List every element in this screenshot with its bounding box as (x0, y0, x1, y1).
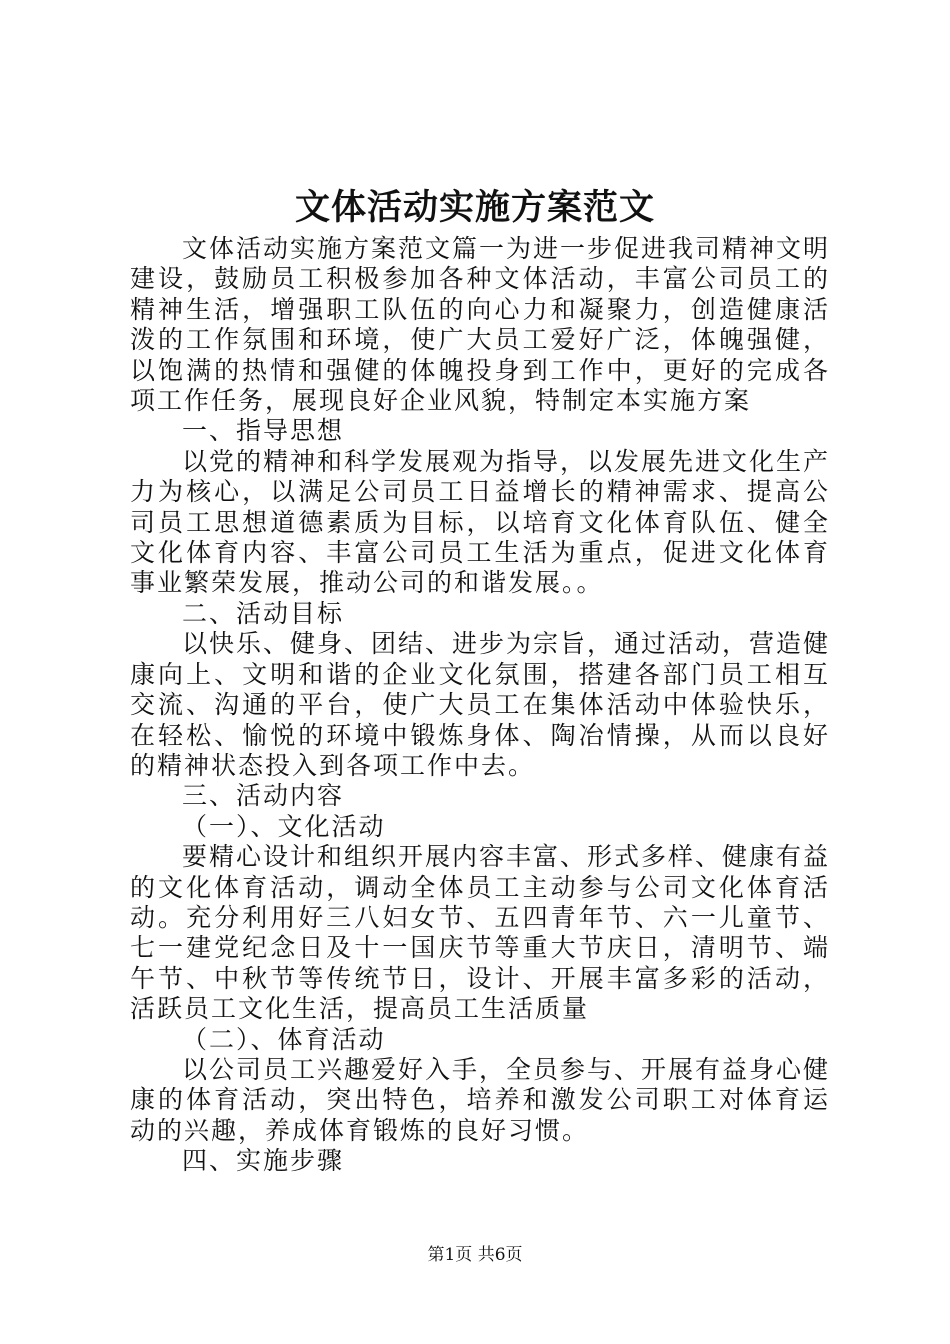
section-heading-activity-goals: 二、活动目标 (182, 598, 345, 628)
intro-paragraph: 文体活动实施方案范文篇一为进一步促进我司精神文明建设，鼓励员工积极参加各种文体活动，丰富公司员工的精神生活，增强职工队伍的向心力和凝聚力，创造健康活泼的工作氛围和环境，使广大员工爱好广泛，体魄强健，以饱满的热情和强健的体魄投身到工作中，更好的完成各项工作任务，展现良好企业风貌，特制定本实施方案 (130, 234, 831, 416)
page-footer: 第1页 共6页 (427, 1245, 523, 1265)
cultural-activities-paragraph: 要精心设计和组织开展内容丰富、形式多样、健康有益的文化体育活动，调动全体员工主动参与公司文化体育活动。充分利用好三八妇女节、五四青年节、六一儿童节、七一建党纪念日及十一国庆节等重大节庆日，清明节、端午节、中秋节等传统节日，设计、开展丰富多彩的活动，活跃员工文化生活，提高员工生活质量 (130, 842, 831, 1024)
guiding-ideology-paragraph: 以党的精神和科学发展观为指导，以发展先进文化生产力为核心，以满足公司员工日益增长的精神需求、提高公司员工思想道德素质为目标，以培育文化体育队伍、健全文化体育内容、丰富公司员工生活为重点，促进文化体育事业繁荣发展，推动公司的和谐发展。。 (130, 446, 831, 598)
section-heading-implementation-steps: 四、实施步骤 (182, 1146, 345, 1176)
subsection-heading-cultural-activities: （一）、文化活动 (182, 811, 386, 841)
document-title: 文体活动实施方案范文 (294, 187, 655, 228)
sports-activities-paragraph: 以公司员工兴趣爱好入手，全员参与、开展有益身心健康的体育活动，突出特色，培养和激发公司职工对体育运动的兴趣，养成体育锻炼的良好习惯。 (130, 1054, 831, 1145)
section-heading-activity-content: 三、活动内容 (182, 781, 345, 811)
document-body (130, 234, 830, 1177)
subsection-heading-sports-activities: （二）、体育活动 (182, 1024, 386, 1054)
section-heading-guiding-ideology: 一、指导思想 (182, 416, 345, 446)
activity-goals-paragraph: 以快乐、健身、团结、进步为宗旨，通过活动，营造健康向上、文明和谐的企业文化氛围，搭建各部门员工相互交流、沟通的平台，使广大员工在集体活动中体验快乐，在轻松、愉悦的环境中锻炼身体、陶冶情操，从而以良好的精神状态投入到各项工作中去。 (130, 629, 831, 780)
